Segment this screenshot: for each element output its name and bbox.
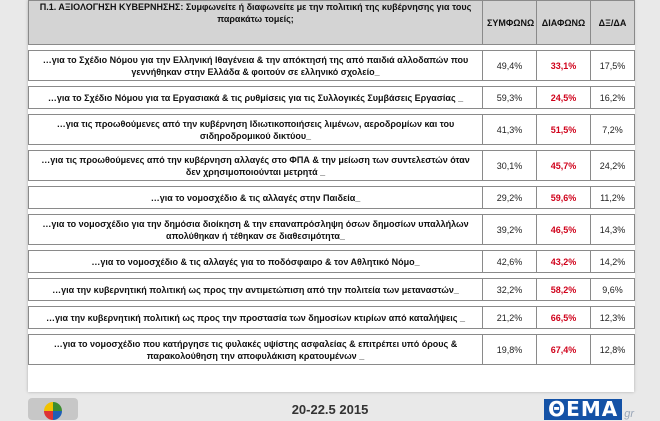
col-header-agree: ΣΥΜΦΩΝΩ xyxy=(483,1,537,45)
poll-table xyxy=(28,0,635,365)
table-row xyxy=(29,87,635,109)
col-header-dkna: ΔΞ/ΔΑ xyxy=(591,1,635,45)
dkna-cell: 16,2% xyxy=(591,87,635,109)
table-title: Π.1. ΑΞΙΟΛΟΓΗΣΗ ΚΥΒΕΡΝΗΣΗΣ: Συμφωνείτε ή διαφωνείτε με την πολιτική της κυβέρνησης για τους παρακάτω τομείς; xyxy=(29,1,483,45)
dkna-cell: 12,3% xyxy=(591,307,635,329)
question-cell: …για το νομοσχέδιο για την δημόσια διοίκηση & την επαναπρόσληψη όσων δημοσίων υπαλλήλων απολύθηκαν ή τέθηκαν σε διαθεσιμότητα_ xyxy=(29,215,483,245)
disagree-cell: 33,1% xyxy=(537,51,591,81)
table-row xyxy=(29,251,635,273)
thema-logo-text: ΘΕΜΑ xyxy=(544,399,622,420)
dkna-cell: 9,6% xyxy=(591,279,635,301)
disagree-cell: 59,6% xyxy=(537,187,591,209)
table-header-row xyxy=(29,1,635,45)
dkna-cell: 14,2% xyxy=(591,251,635,273)
question-cell: …για το νομοσχέδιο & τις αλλαγές για το ποδόσφαιρο & τον Αθλητικό Νόμο_ xyxy=(29,251,483,273)
table-row xyxy=(29,279,635,301)
question-cell: …για την κυβερνητική πολιτική ως προς την προστασία των δημοσίων κτιρίων από καταλήψεις _ xyxy=(29,307,483,329)
agree-cell: 49,4% xyxy=(483,51,537,81)
disagree-cell: 24,5% xyxy=(537,87,591,109)
agree-cell: 39,2% xyxy=(483,215,537,245)
agree-cell: 59,3% xyxy=(483,87,537,109)
col-header-disagree: ΔΙΑΦΩΝΩ xyxy=(537,1,591,45)
agree-cell: 42,6% xyxy=(483,251,537,273)
question-cell: …για τις προωθούμενες από την κυβέρνηση αλλαγές στο ΦΠΑ & την μείωση των συντελεστών όταν δεν χρησιμοποιούνται μετρητά _ xyxy=(29,151,483,181)
dkna-cell: 7,2% xyxy=(591,115,635,145)
dkna-cell: 11,2% xyxy=(591,187,635,209)
table-row xyxy=(29,335,635,365)
table-row xyxy=(29,187,635,209)
question-cell: …για το νομοσχέδιο που κατήργησε τις φυλακές υψίστης ασφαλείας & επιτρέπει υπό όρους & παρακολούθηση την αποφυλάκιση κρατουμένων _ xyxy=(29,335,483,365)
disagree-cell: 58,2% xyxy=(537,279,591,301)
table-row xyxy=(29,151,635,181)
agree-cell: 32,2% xyxy=(483,279,537,301)
disagree-cell: 45,7% xyxy=(537,151,591,181)
thema-logo xyxy=(544,399,634,420)
question-cell: …για την κυβερνητική πολιτική ως προς την αντιμετώπιση από την πολιτεία των μεταναστών_ xyxy=(29,279,483,301)
disagree-cell: 51,5% xyxy=(537,115,591,145)
agree-cell: 21,2% xyxy=(483,307,537,329)
disagree-cell: 46,5% xyxy=(537,215,591,245)
agree-cell: 29,2% xyxy=(483,187,537,209)
dkna-cell: 17,5% xyxy=(591,51,635,81)
dkna-cell: 14,3% xyxy=(591,215,635,245)
agree-cell: 41,3% xyxy=(483,115,537,145)
disagree-cell: 66,5% xyxy=(537,307,591,329)
disagree-cell: 43,2% xyxy=(537,251,591,273)
dkna-cell: 24,2% xyxy=(591,151,635,181)
question-cell: …για το νομοσχέδιο & τις αλλαγές στην Παιδεία_ xyxy=(29,187,483,209)
table-row xyxy=(29,115,635,145)
table-row xyxy=(29,51,635,81)
table-row xyxy=(29,215,635,245)
disagree-cell: 67,4% xyxy=(537,335,591,365)
question-cell: …για τις προωθούμενες από την κυβέρνηση Ιδιωτικοποιήσεις λιμένων, αεροδρομίων και του σιδηροδρομικού δικτύου_ xyxy=(29,115,483,145)
survey-date: 20-22.5 2015 xyxy=(291,402,369,417)
question-cell: …για το Σχέδιο Νόμου για τα Εργασιακά & τις ρυθμίσεις για τις Συλλογικές Συμβάσεις Εργασίας _ xyxy=(29,87,483,109)
agree-cell: 19,8% xyxy=(483,335,537,365)
table-row xyxy=(29,307,635,329)
question-cell: …για το Σχέδιο Νόμου για την Ελληνική Ιθαγένεια & την απόκτησή της από παιδιά αλλοδαπών που γεννήθηκαν στην Ελλάδα & φοιτούν σε ελληνικό σχολείο_ xyxy=(29,51,483,81)
dkna-cell: 12,8% xyxy=(591,335,635,365)
agree-cell: 30,1% xyxy=(483,151,537,181)
thema-logo-domain: gr xyxy=(624,408,634,420)
